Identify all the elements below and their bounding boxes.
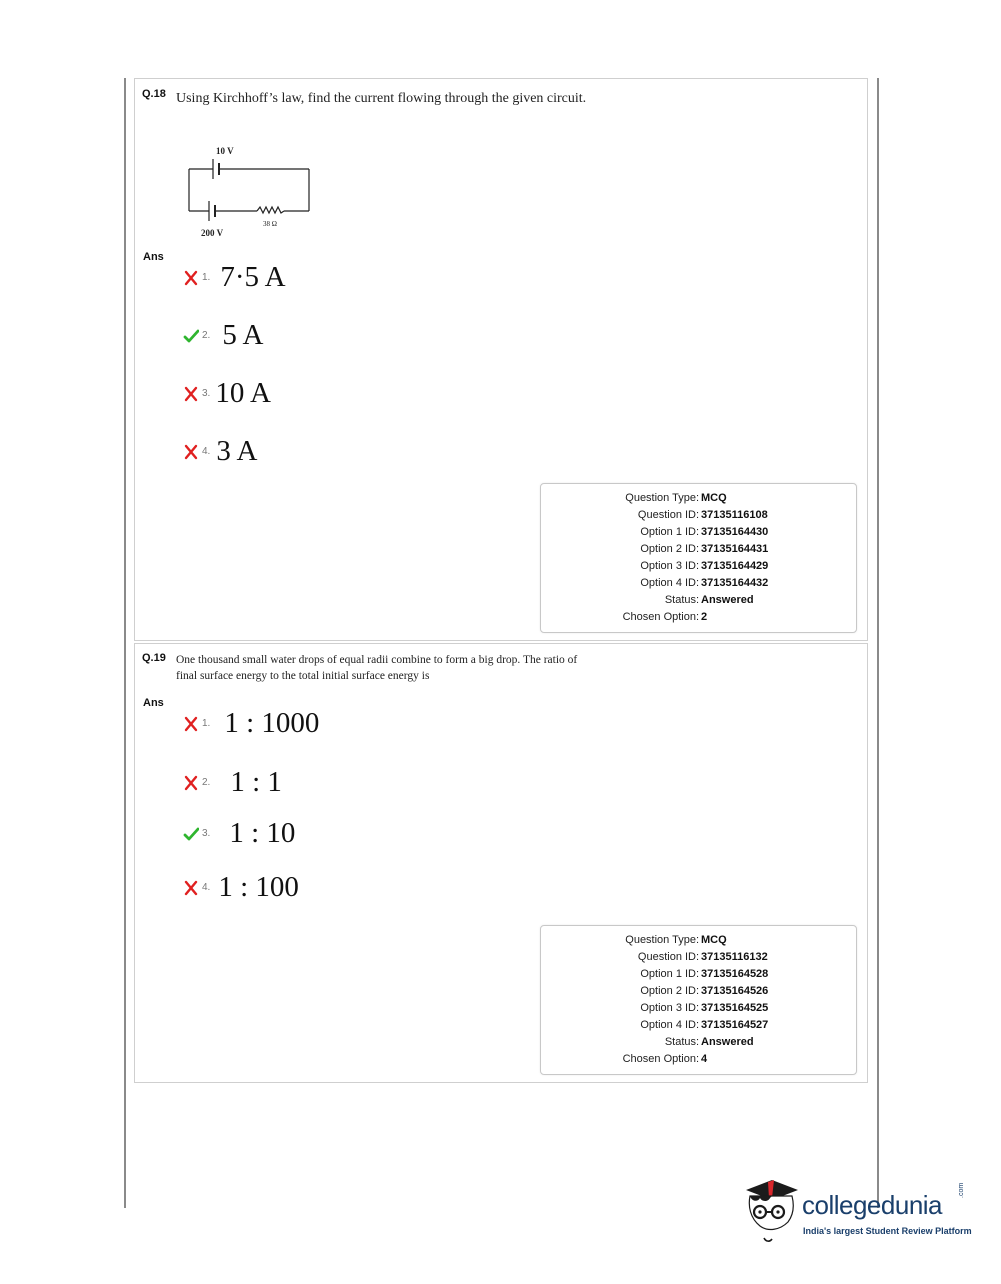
mascot-icon [742,1176,802,1246]
bottom-voltage-label: 200 V [201,228,224,238]
resistance-label: 38 Ω [263,220,277,228]
option-4 [183,871,299,904]
option-1 [183,707,319,740]
meta-row: Question ID : 37135116108 [637,509,768,521]
meta-row: Chosen Option : 2 [622,611,708,623]
question-text: Using Kirchhoff’s law, find the current flowing through the given circuit. [176,91,587,106]
logo-tagline: India's largest Student Review Platform [803,1226,972,1236]
option-number: 3. [202,388,211,399]
meta-row: Option 4 ID : 37135164527 [640,1019,769,1031]
option-text: 1 : 10 [229,817,296,849]
option-text: 1 : 1000 [224,707,320,739]
meta-row: Status : Answered [664,1036,754,1048]
option-1 [183,261,286,294]
collegedunia-logo [742,1176,972,1246]
option-text: 3 A [216,435,258,467]
cross-icon [183,715,199,733]
meta-row: Option 3 ID : 37135164525 [640,1002,769,1014]
circuit-diagram [175,141,325,241]
question-meta-panel [540,925,857,1075]
meta-row: Option 3 ID : 37135164429 [640,560,769,572]
meta-row: Question Type : MCQ [625,934,727,946]
cross-icon [183,879,199,897]
option-text: 10 A [215,377,271,409]
cross-icon [183,269,199,287]
option-text: 1 : 100 [218,871,299,903]
option-number: 1. [202,272,211,283]
cross-icon [183,774,199,792]
option-number: 3. [202,828,211,839]
option-3 [183,817,295,850]
option-number: 4. [202,882,211,893]
meta-row: Option 1 ID : 37135164430 [640,526,769,538]
meta-row: Option 1 ID : 37135164528 [640,968,769,980]
option-number: 4. [202,446,211,457]
cross-icon [183,385,199,403]
option-3 [183,377,271,410]
meta-row: Option 4 ID : 37135164432 [640,577,769,589]
check-icon [183,825,199,843]
left-page-border [124,78,126,1208]
question-meta-panel [540,483,857,633]
option-text: 1 : 1 [230,766,282,798]
logo-suffix: .com [958,1182,965,1198]
top-voltage-label: 10 V [216,146,234,156]
check-icon [183,327,199,345]
option-number: 2. [202,330,211,341]
option-2 [183,319,263,352]
logo-name: collegedunia [802,1190,943,1220]
meta-row: Question ID : 37135116132 [637,951,768,963]
question-text-line-2: final surface energy to the total initial surface energy is [176,670,430,682]
right-page-border [877,78,879,1208]
question-card-18 [134,78,868,641]
option-text: 7·5 A [220,261,286,293]
question-number: Q.18 [142,88,166,100]
meta-row: Status : Answered [664,594,754,606]
ans-label: Ans [143,697,164,709]
meta-row: Question Type : MCQ [625,492,727,504]
option-2 [183,766,282,799]
question-text-line-1: One thousand small water drops of equal radii combine to form a big drop. The ratio of [176,654,578,666]
option-number: 2. [202,777,211,788]
meta-row: Chosen Option : 4 [622,1053,708,1065]
question-number: Q.19 [142,652,166,664]
option-text: 5 A [222,319,264,351]
option-number: 1. [202,718,211,729]
meta-row: Option 2 ID : 37135164431 [640,543,769,555]
option-4 [183,435,257,468]
question-card-19 [134,643,868,1083]
ans-label: Ans [143,251,164,263]
cross-icon [183,443,199,461]
meta-row: Option 2 ID : 37135164526 [640,985,769,997]
